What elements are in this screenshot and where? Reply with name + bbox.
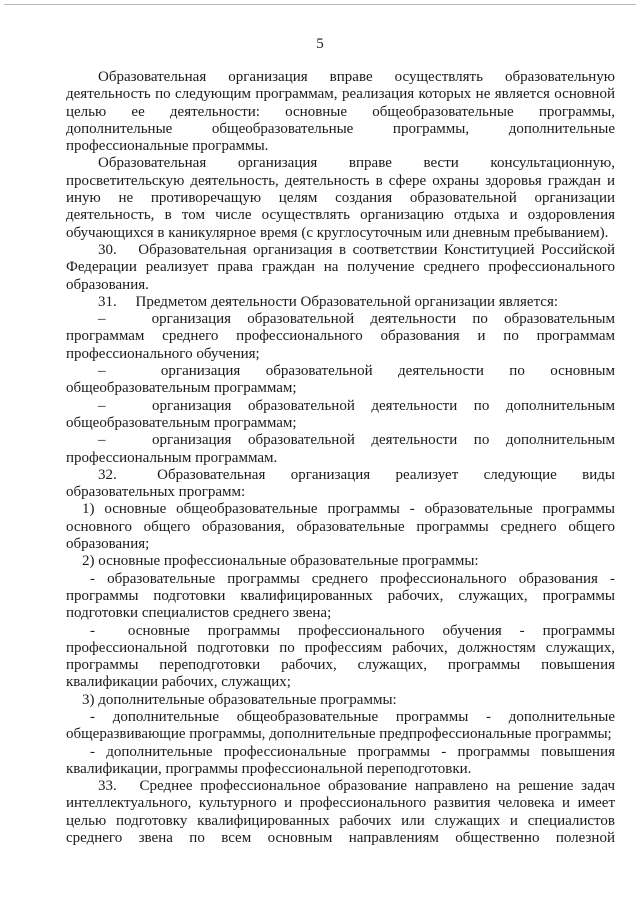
- program-subitem-2b: - основные программы профессионального обучения - программы профессиональной подготовки по профессиям рабочих, должностям служащих, программы переподготовки рабочих, служащих, программы повышения квалификации рабочих, служащих;: [66, 622, 615, 691]
- document-body: [66, 69, 615, 847]
- paragraph-1: Образовательная организация вправе осуществлять образовательную деятельность по следующим программам, реализация которых не является основной целью ее деятельности: основные общеобразовательные программы, дополнительные общеобразовательные программы, дополнительные профессиональные программы.: [66, 69, 615, 155]
- paragraph-item-30: 30. Образовательная организация в соответствии Конституцией Российской Федерации реализует права граждан на получение среднего профессионального образования.: [66, 241, 615, 293]
- paragraph-item-31: 31. Предметом деятельности Образовательной организации является:: [98, 293, 559, 310]
- list-item-3: – организация образовательной деятельности по дополнительным общеобразовательным программам;: [66, 397, 615, 431]
- program-subitem-3b: - дополнительные профессиональные программы - программы повышения квалификации, программы профессиональной переподготовки.: [66, 743, 615, 777]
- paragraph-item-33: 33. Среднее профессиональное образование направлено на решение задач интеллектуального, культурного и профессионального развития человека и имеет целью подготовку квалифицированных рабочих или служащих и специалистов среднего звена по всем основным направлениям общественно полезной: [66, 778, 615, 847]
- list-item-2: – организация образовательной деятельности по основным общеобразовательным программам;: [66, 363, 615, 397]
- list-item-1: – организация образовательной деятельности по образовательным программам среднего профессионального образования и по программам профессионального обучения;: [66, 311, 615, 362]
- paragraph-item-32: 32. Образовательная организация реализует следующие виды образовательных программ:: [66, 466, 615, 501]
- program-type-3: 3) дополнительные образовательные программы:: [82, 691, 397, 708]
- list-item-4: – организация образовательной деятельности по дополнительным профессиональным программам.: [66, 432, 615, 466]
- program-subitem-3a: - дополнительные общеобразовательные программы - дополнительные общеразвивающие программы, дополнительные предпрофессиональные программы;: [66, 708, 615, 743]
- paragraph-2: Образовательная организация вправе вести консультационную, просветительскую деятельность, деятельность в сфере охраны здоровья граждан и иную не противоречащую целям создания образовательной организации деятельность, в том числе осуществлять организацию отдыха и оздоровления обучающихся в каникулярное время (с круглосуточным или дневным пребыванием).: [66, 155, 615, 241]
- program-subitem-2a: - образовательные программы среднего профессионального образования - программы подготовки квалифицированных рабочих, служащих, программы подготовки специалистов среднего звена;: [66, 570, 615, 622]
- program-type-2: 2) основные профессиональные образовательные программы:: [82, 553, 479, 570]
- program-type-1: 1) основные общеобразовательные программы - образовательные программы основного общего образования, образовательные программы среднего общего образования;: [66, 501, 615, 553]
- page-number: 5: [316, 36, 324, 52]
- top-border-line: [4, 4, 636, 5]
